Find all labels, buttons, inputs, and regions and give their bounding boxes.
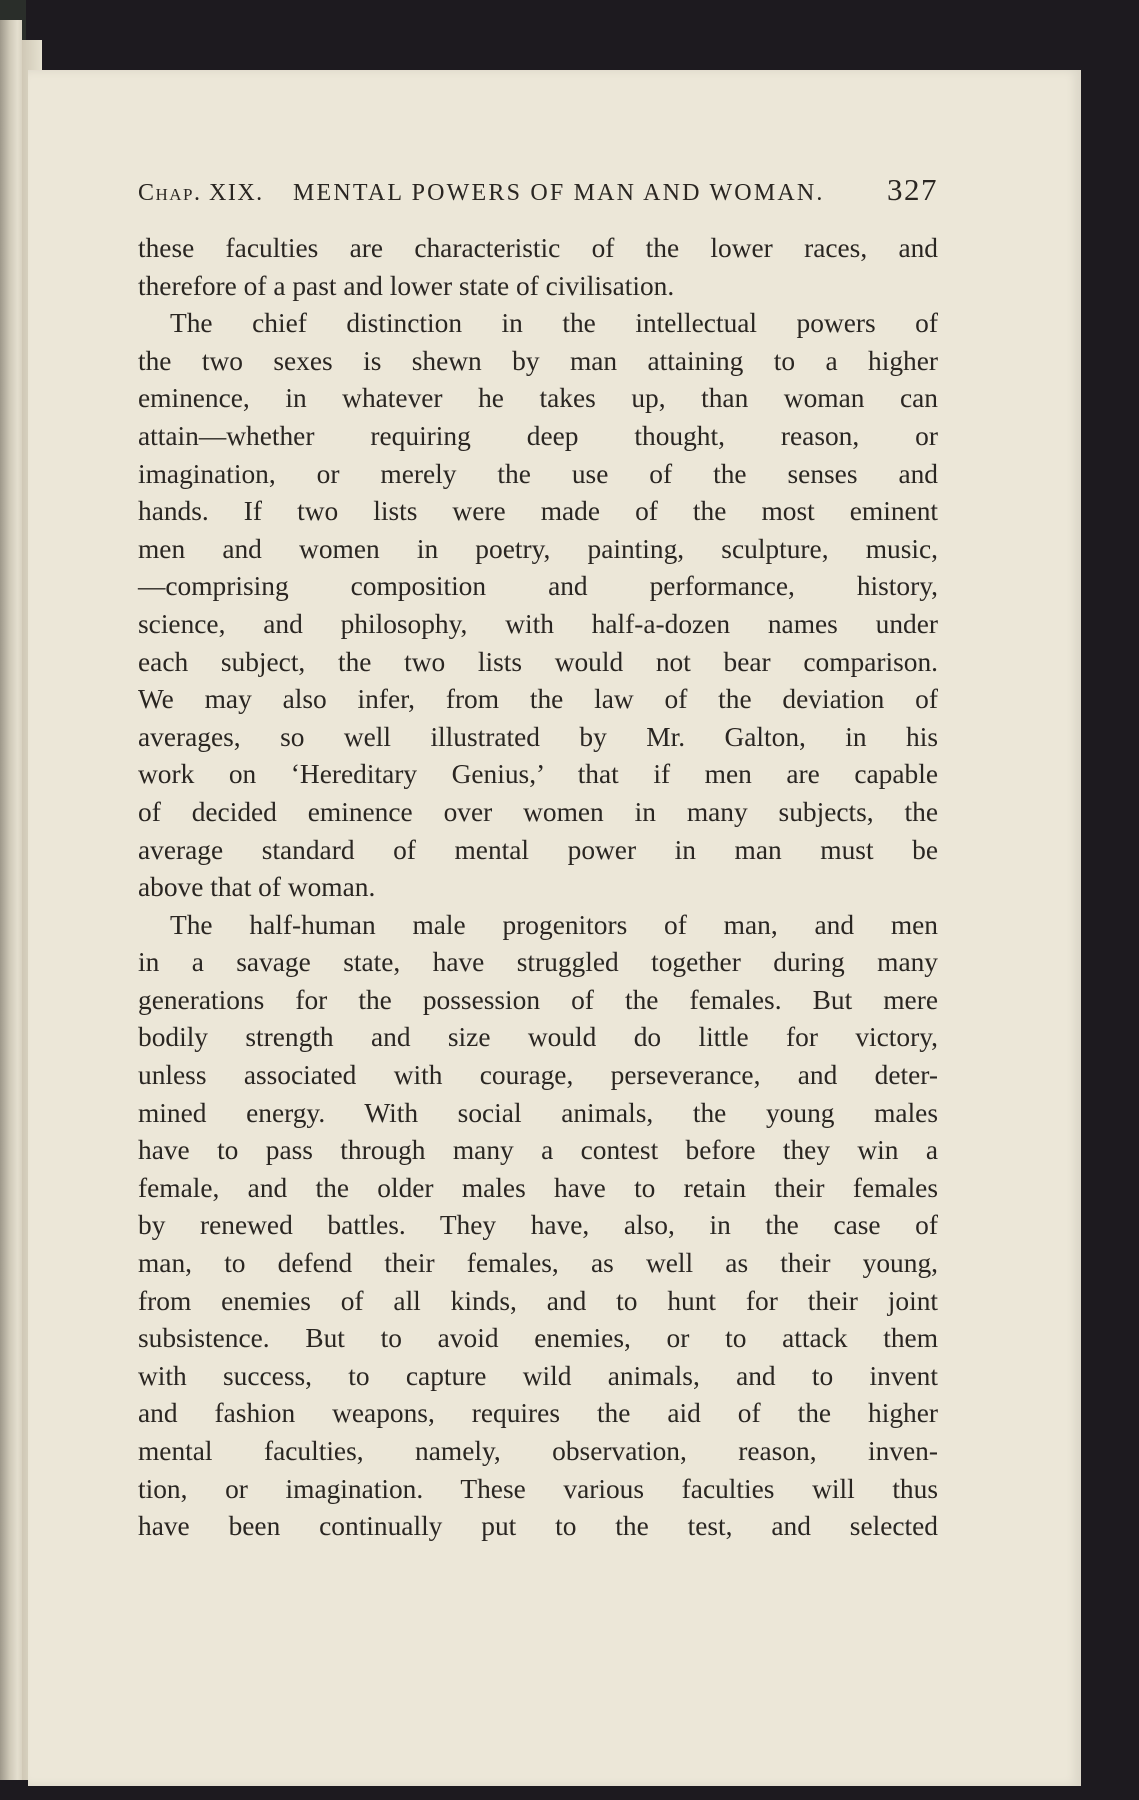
text-line: eminence, in whatever he takes up, than woman can <box>138 383 938 414</box>
running-title: MENTAL POWERS OF MAN AND WOMAN. <box>293 180 825 206</box>
book-page <box>28 70 1081 1786</box>
text-line: unless associated with courage, perseverance, and deter- <box>138 1060 938 1091</box>
body-text <box>138 230 938 1546</box>
text-line: average standard of mental power in man must be <box>138 834 938 865</box>
text-line: each subject, the two lists would not bear comparison. <box>138 646 938 677</box>
text-line: man, to defend their females, as well as their young, <box>138 1248 938 1279</box>
text-line: with success, to capture wild animals, and to invent <box>138 1360 938 1391</box>
previous-page-edge <box>0 20 22 1780</box>
running-header <box>138 172 938 216</box>
text-line: attain—whether requiring deep thought, reason, or <box>138 420 938 451</box>
text-line: science, and philosophy, with half-a-dozen names under <box>138 608 938 639</box>
text-line: mental faculties, namely, observation, reason, inven- <box>138 1436 938 1466</box>
text-line: these faculties are characteristic of the lower races, and <box>138 233 938 263</box>
text-line: therefore of a past and lower state of civilisation. <box>138 270 675 301</box>
text-line: imagination, or merely the use of the senses and <box>138 458 938 489</box>
text-line: tion, or imagination. These various faculties will thus <box>138 1473 938 1504</box>
text-line: work on ‘Hereditary Genius,’ that if men are capable <box>138 759 938 790</box>
text-line: bodily strength and size would do little for victory, <box>138 1022 938 1053</box>
text-line: the two sexes is shewn by man attaining to a higher <box>138 345 938 376</box>
text-line: female, and the older males have to retain their females <box>138 1172 938 1203</box>
text-line: above that of woman. <box>138 872 376 903</box>
text-line: The half-human male progenitors of man, and men <box>170 909 938 940</box>
text-line: subsistence. But to avoid enemies, or to attack them <box>138 1323 938 1354</box>
text-line: from enemies of all kinds, and to hunt for their joint <box>138 1285 938 1316</box>
text-line: The chief distinction in the intellectual powers of <box>170 308 938 339</box>
text-line: in a savage state, have struggled together during many <box>138 947 938 978</box>
chapter-label: Chap. XIX. <box>138 180 264 206</box>
text-line: averages, so well illustrated by Mr. Galton, in his <box>138 721 938 752</box>
text-line: have to pass through many a contest before they win a <box>138 1135 938 1166</box>
text-line: have been continually put to the test, and selected <box>138 1511 938 1542</box>
text-line: of decided eminence over women in many subjects, the <box>138 796 938 827</box>
text-line: by renewed battles. They have, also, in the case of <box>138 1210 938 1241</box>
text-line: generations for the possession of the females. But mere <box>138 984 938 1015</box>
text-line: men and women in poetry, painting, sculpture, music, <box>138 533 938 564</box>
page-number: 327 <box>887 172 938 207</box>
text-line: We may also infer, from the law of the deviation of <box>138 684 938 715</box>
text-line: mined energy. With social animals, the young males <box>138 1097 938 1128</box>
text-line: and fashion weapons, requires the aid of the higher <box>138 1398 938 1429</box>
text-line: —comprising composition and performance, history, <box>138 571 938 602</box>
text-line: hands. If two lists were made of the most eminent <box>138 496 938 527</box>
